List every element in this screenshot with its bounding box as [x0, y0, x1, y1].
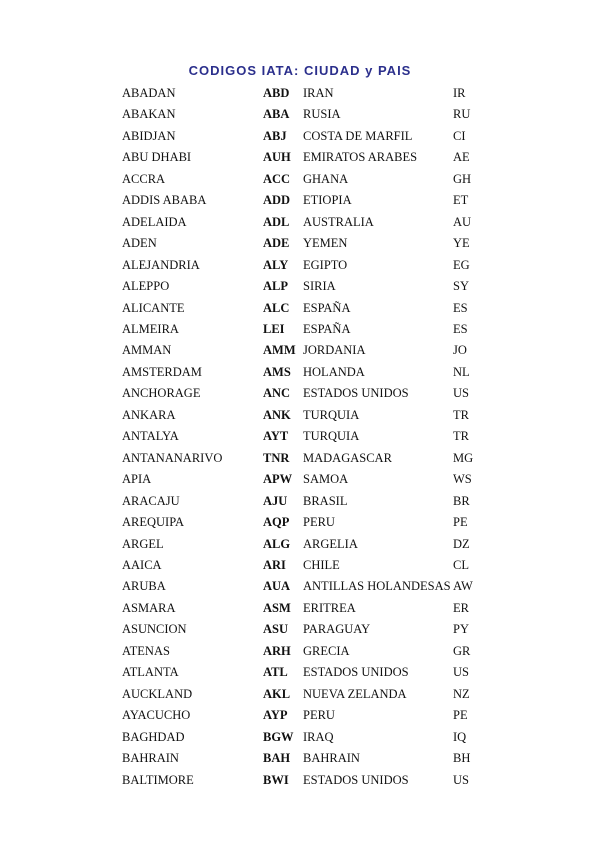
city-name: ANTALYA: [122, 429, 179, 444]
country-code: GR: [453, 643, 471, 658]
table-row: [0, 277, 600, 298]
iata-code: ABJ: [263, 128, 287, 143]
iata-code: ADE: [263, 236, 290, 251]
table-row: [0, 706, 600, 727]
city-name: ABU DHABI: [122, 150, 192, 165]
table-row: [0, 771, 600, 792]
table-row: [0, 492, 600, 513]
country-code: ER: [453, 600, 469, 615]
table-row: [0, 642, 600, 663]
city-name: ARGEL: [122, 536, 164, 551]
country-code: ET: [453, 193, 469, 208]
city-name: ALICANTE: [122, 300, 185, 315]
iata-code: AMS: [263, 364, 291, 379]
table-row: [0, 427, 600, 448]
iata-code: ANC: [263, 386, 291, 401]
iata-code: ARH: [263, 643, 291, 658]
country-name: JORDANIA: [303, 343, 366, 358]
iata-code: ABD: [263, 86, 290, 100]
country-name: ESPAÑA: [303, 321, 351, 336]
city-name: ACCRA: [122, 171, 166, 186]
country-name: CHILE: [303, 557, 340, 572]
iata-code: AYT: [263, 429, 289, 444]
iata-code: ANK: [263, 407, 291, 422]
city-name: ANTANANARIVO: [122, 450, 223, 465]
country-name: PERU: [303, 708, 335, 723]
table-row: [0, 470, 600, 491]
country-name: EGIPTO: [303, 257, 348, 272]
city-name: ATLANTA: [122, 665, 179, 680]
iata-code: ALG: [263, 536, 291, 551]
city-name: APIA: [122, 472, 152, 487]
country-name: RUSIA: [303, 107, 341, 122]
country-name: ERITREA: [303, 600, 356, 615]
iata-code: ADL: [263, 214, 290, 229]
iata-code: ALY: [263, 257, 289, 272]
country-code: NL: [453, 364, 470, 379]
city-name: ANCHORAGE: [122, 386, 201, 401]
city-name: ADDIS ABABA: [122, 193, 207, 208]
table-row: [0, 341, 600, 362]
city-name: BALTIMORE: [122, 772, 194, 787]
country-name: NUEVA ZELANDA: [303, 686, 407, 701]
table-row: [0, 685, 600, 706]
city-name: ATENAS: [122, 643, 170, 658]
country-name: SAMOA: [303, 472, 349, 487]
table-row: [0, 620, 600, 641]
country-name: SIRIA: [303, 279, 336, 294]
iata-code: ACC: [263, 171, 291, 186]
city-name: ABIDJAN: [122, 128, 176, 143]
iata-code: BGW: [263, 729, 294, 744]
country-code: PE: [453, 515, 468, 530]
country-name: ESPAÑA: [303, 300, 351, 315]
table-row: [0, 299, 600, 320]
table-row: [0, 556, 600, 577]
country-name: TURQUIA: [303, 429, 360, 444]
city-name: ASUNCION: [122, 622, 187, 637]
city-name: AYACUCHO: [122, 708, 191, 723]
country-code: SY: [453, 279, 469, 294]
country-code: EG: [453, 257, 470, 272]
iata-code: AUH: [263, 150, 291, 165]
city-name: ABAKAN: [122, 107, 176, 122]
iata-code: AJU: [263, 493, 288, 508]
country-code: GH: [453, 171, 472, 186]
iata-code: APW: [263, 472, 293, 487]
table-row: [0, 148, 600, 169]
country-code: ES: [453, 300, 468, 315]
country-code: DZ: [453, 536, 470, 551]
country-code: US: [453, 772, 469, 787]
table-row: [0, 127, 600, 148]
country-code: JO: [453, 343, 467, 358]
city-name: ALMEIRA: [122, 321, 179, 336]
country-code: TR: [453, 407, 469, 422]
country-name: MADAGASCAR: [303, 450, 392, 465]
iata-code: AMM: [263, 343, 296, 358]
country-name: YEMEN: [303, 236, 348, 251]
city-name: ABADAN: [122, 86, 176, 100]
table-row: [0, 191, 600, 212]
country-code: PE: [453, 708, 468, 723]
table-row: [0, 320, 600, 341]
country-name: IRAQ: [303, 729, 334, 744]
country-code: ES: [453, 321, 468, 336]
iata-code: AYP: [263, 708, 288, 723]
country-code: YE: [453, 236, 470, 251]
country-code: IQ: [453, 729, 467, 744]
country-code: CL: [453, 557, 469, 572]
country-name: PERU: [303, 515, 335, 530]
table-row: [0, 406, 600, 427]
iata-code: BWI: [263, 772, 289, 787]
country-name: BAHRAIN: [303, 751, 360, 766]
country-name: TURQUIA: [303, 407, 360, 422]
iata-code: ARI: [263, 557, 286, 572]
table-row: [0, 363, 600, 384]
country-code: AU: [453, 214, 472, 229]
city-name: AUCKLAND: [122, 686, 193, 701]
page-title: CODIGOS IATA: CIUDAD y PAIS: [188, 63, 412, 78]
city-name: AAICA: [122, 557, 162, 572]
country-name: BRASIL: [303, 493, 348, 508]
table-row: [0, 84, 600, 105]
country-code: MG: [453, 450, 474, 465]
country-name: ESTADOS UNIDOS: [303, 772, 409, 787]
city-name: AREQUIPA: [122, 515, 185, 530]
iata-code: ATL: [263, 665, 288, 680]
iata-code: TNR: [263, 450, 290, 465]
table-row: [0, 170, 600, 191]
country-code: AW: [453, 579, 473, 594]
country-code: IR: [453, 86, 466, 100]
table-row: [0, 663, 600, 684]
table-row: [0, 728, 600, 749]
table-row: [0, 384, 600, 405]
iata-code: ALP: [263, 279, 288, 294]
country-code: CI: [453, 128, 466, 143]
city-name: ADELAIDA: [122, 214, 187, 229]
country-name: EMIRATOS ARABES: [303, 150, 418, 165]
iata-code: BAH: [263, 751, 291, 766]
country-code: RU: [453, 107, 471, 122]
table-row: [0, 234, 600, 255]
country-name: IRAN: [303, 86, 334, 100]
city-name: AMMAN: [122, 343, 172, 358]
iata-code: ASU: [263, 622, 289, 637]
country-name: ETIOPIA: [303, 193, 352, 208]
country-name: ANTILLAS HOLANDESAS: [303, 579, 451, 594]
city-name: BAGHDAD: [122, 729, 185, 744]
country-code: TR: [453, 429, 469, 444]
table-row: [0, 513, 600, 534]
table-row: [0, 105, 600, 126]
iata-code: ABA: [263, 107, 290, 122]
country-code: BR: [453, 493, 470, 508]
country-code: WS: [453, 472, 472, 487]
table-row: [0, 599, 600, 620]
city-name: ADEN: [122, 236, 157, 251]
city-name: BAHRAIN: [122, 751, 179, 766]
country-name: HOLANDA: [303, 364, 365, 379]
city-name: ASMARA: [122, 600, 176, 615]
country-code: NZ: [453, 686, 470, 701]
table-row: [0, 449, 600, 470]
iata-table: [0, 84, 600, 792]
city-name: ARACAJU: [122, 493, 180, 508]
country-code: US: [453, 665, 469, 680]
country-name: GRECIA: [303, 643, 350, 658]
table-row: [0, 577, 600, 598]
iata-code: ALC: [263, 300, 290, 315]
city-name: ARUBA: [122, 579, 166, 594]
country-name: ESTADOS UNIDOS: [303, 386, 409, 401]
country-name: ARGELIA: [303, 536, 358, 551]
country-name: COSTA DE MARFIL: [303, 128, 413, 143]
table-row: [0, 749, 600, 770]
iata-code: ADD: [263, 193, 291, 208]
country-code: AE: [453, 150, 470, 165]
table-row: [0, 213, 600, 234]
iata-code: ASM: [263, 600, 291, 615]
city-name: ALEPPO: [122, 279, 170, 294]
iata-code: AKL: [263, 686, 291, 701]
iata-code: AQP: [263, 515, 290, 530]
country-name: ESTADOS UNIDOS: [303, 665, 409, 680]
country-code: PY: [453, 622, 469, 637]
city-name: AMSTERDAM: [122, 364, 202, 379]
country-name: PARAGUAY: [303, 622, 371, 637]
city-name: ALEJANDRIA: [122, 257, 200, 272]
iata-code: LEI: [263, 321, 285, 336]
country-code: US: [453, 386, 469, 401]
country-code: BH: [453, 751, 471, 766]
table-row: [0, 535, 600, 556]
city-name: ANKARA: [122, 407, 176, 422]
iata-code: AUA: [263, 579, 291, 594]
country-name: GHANA: [303, 171, 349, 186]
country-name: AUSTRALIA: [303, 214, 374, 229]
table-row: [0, 256, 600, 277]
